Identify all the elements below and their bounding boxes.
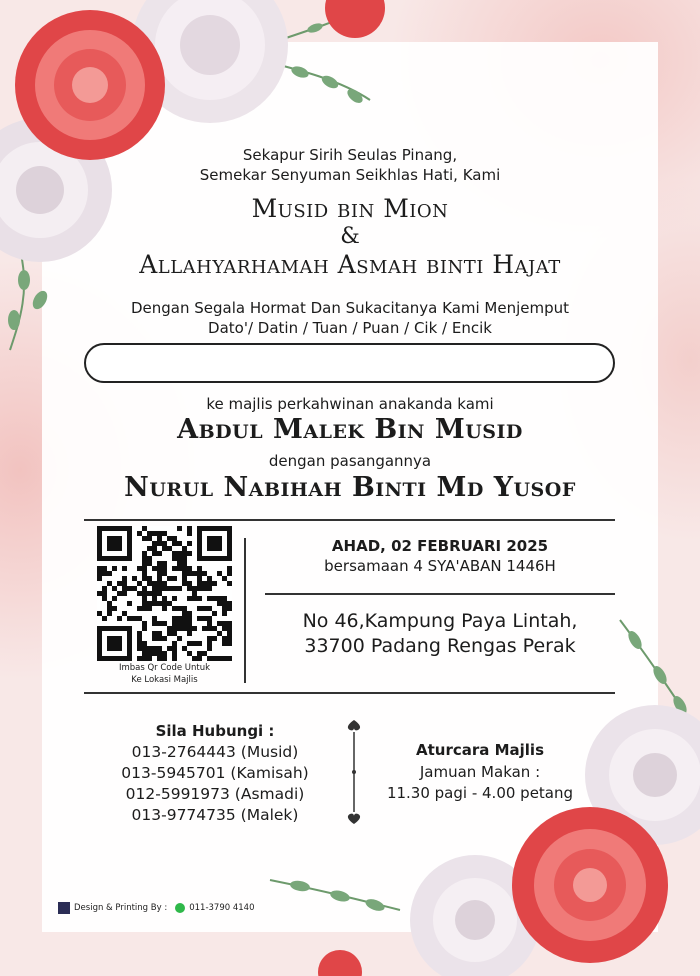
qr-caption-line-1: Imbas Qr Code Untuk	[118, 663, 211, 673]
footer-credit	[58, 902, 254, 914]
guest-name-field[interactable]	[84, 343, 615, 383]
contact-item: 012-5991973 (Asmadi)	[125, 785, 305, 803]
invite-line-2: Dato'/ Datin / Tuan / Puan / Cik / Encik	[208, 319, 492, 337]
host-father-name: Musid bin Mion	[251, 194, 449, 223]
qr-code-location[interactable]	[97, 526, 232, 661]
ampersand: &	[340, 224, 360, 249]
event-address-line-2: 33700 Padang Rengas Perak	[304, 635, 576, 657]
groom-name: Abdul Malek Bin Musid	[177, 414, 523, 445]
event-date: AHAD, 02 FEBRUARI 2025	[331, 537, 549, 555]
schedule-item: Jamuan Makan :	[419, 763, 541, 781]
contacts-title: Sila Hubungi :	[155, 722, 275, 740]
contact-item: 013-2764443 (Musid)	[131, 743, 299, 761]
event-address-line-1: No 46,Kampung Paya Lintah,	[302, 610, 578, 632]
opening-line-1: Sekapur Sirih Seulas Pinang,	[242, 146, 458, 164]
event-hijri-date: bersamaan 4 SYA'ABAN 1446H	[324, 557, 556, 575]
schedule-time: 11.30 pagi - 4.00 petang	[386, 784, 574, 802]
whatsapp-icon	[175, 903, 185, 913]
ornament-divider	[342, 718, 366, 826]
ceremony-connector: dengan pasangannya	[268, 452, 432, 470]
designer-logo-icon	[58, 902, 70, 914]
footer-phone[interactable]: 011-3790 4140	[189, 903, 255, 913]
divider-event	[265, 593, 615, 595]
invite-line-1: Dengan Segala Hormat Dan Sukacitanya Kami Menjemput	[130, 299, 570, 317]
ceremony-intro: ke majlis perkahwinan anakanda kami	[206, 395, 494, 413]
divider-vertical	[244, 538, 246, 683]
schedule-title: Aturcara Majlis	[415, 741, 544, 759]
footer-credit-text: Design & Printing By :	[74, 903, 168, 913]
divider-top	[84, 519, 615, 521]
divider-bottom	[84, 692, 615, 694]
host-mother-name: Allahyarhamah Asmah binti Hajat	[139, 250, 561, 279]
contact-item: 013-5945701 (Kamisah)	[121, 764, 309, 782]
opening-line-2: Semekar Senyuman Seikhlas Hati, Kami	[199, 166, 501, 184]
bride-name: Nurul Nabihah Binti Md Yusof	[124, 472, 576, 503]
contact-item: 013-9774735 (Malek)	[131, 806, 299, 824]
qr-caption-line-2: Ke Lokasi Majlis	[131, 675, 198, 685]
